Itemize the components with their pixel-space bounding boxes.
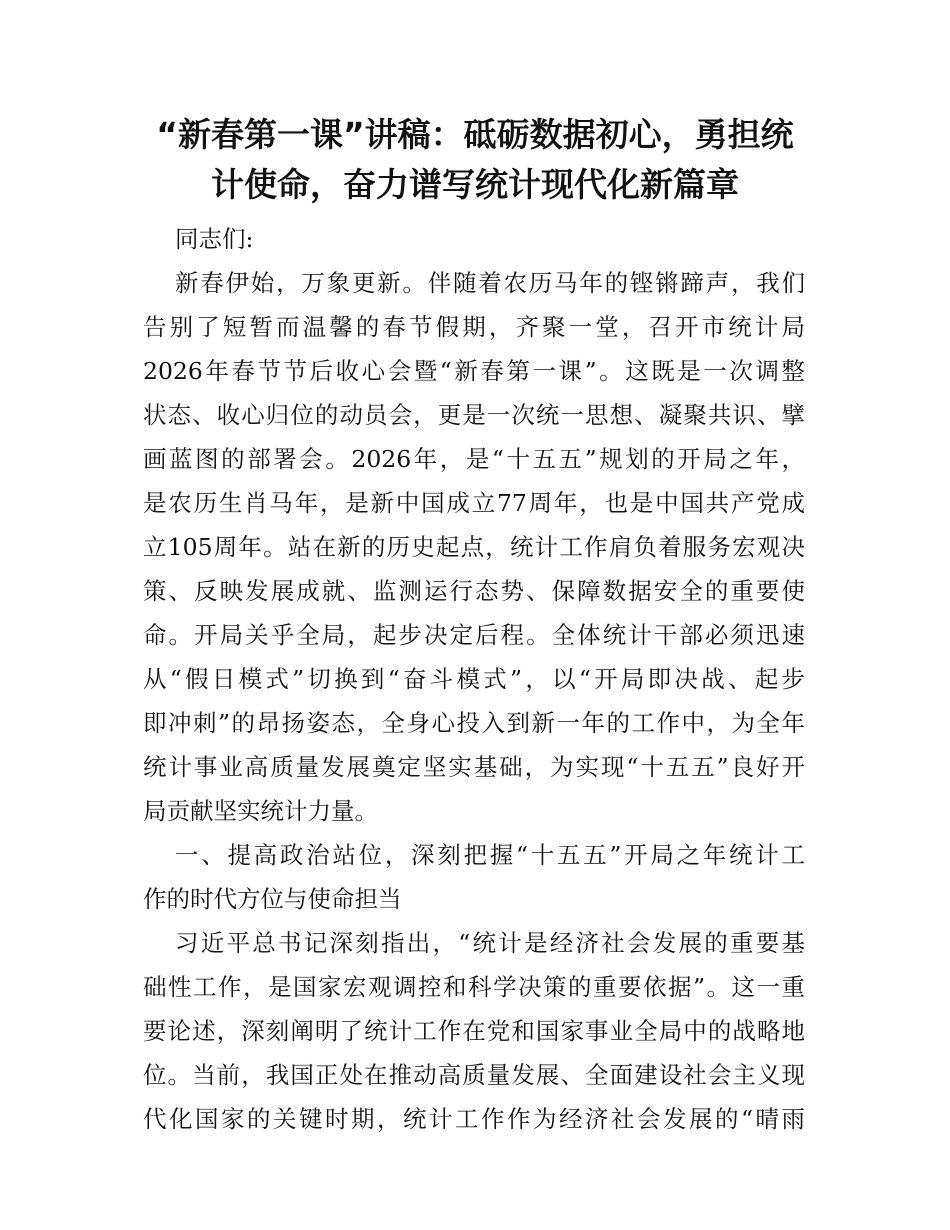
salutation: 同志们: [175,225,254,253]
text-line: 2026年春节节后收心会暨“新春第一课”。这既是一次调整 [143,357,805,385]
text-line: 是农历生肖马年，是新中国成立77周年，也是中国共产党成 [143,489,805,517]
text-line: 从“假日模式”切换到“奋斗模式”，以“开局即决战、起步 [143,665,805,693]
body-paragraph [143,921,805,1141]
document-title-line-1: “新春第一课”讲稿：砥砺数据初心，勇担统 [156,115,794,154]
paragraphs [143,261,805,1141]
text-line: 状态、收心归位的动员会，更是一次统一思想、凝聚共识、擘 [143,401,805,429]
document-title-line-2: 计使命，奋力谱写统计现代化新篇章 [211,165,739,204]
document-body [143,217,805,1141]
text-line: 命。开局关乎全局，起步决定后程。全体统计干部必须迅速 [143,621,805,649]
text-line: 要论述，深刻阐明了统计工作在党和国家事业全局中的战略地 [143,1017,805,1045]
text-line: 即冲刺”的昂扬姿态，全身心投入到新一年的工作中，为全年 [143,709,805,737]
text-line: 画蓝图的部署会。2026年，是“十五五”规划的开局之年， [143,445,805,473]
text-line: 策、反映发展成就、监测运行态势、保障数据安全的重要使 [143,577,805,605]
intro-paragraph [143,261,805,833]
text-line: 作的时代方位与使命担当 [143,885,402,913]
text-line: 新春伊始，万象更新。伴随着农历马年的铿锵蹄声，我们 [175,269,805,297]
text-line: 立105周年。站在新的历史起点，统计工作肩负着服务宏观决 [143,533,805,561]
section-heading [143,833,805,921]
text-line: 一、提高政治站位，深刻把握“十五五”开局之年统计工 [175,841,805,869]
text-line: 局贡献坚实统计力量。 [143,797,378,825]
text-line: 统计事业高质量发展奠定坚实基础，为实现“十五五”良好开 [143,753,805,781]
text-line: 础性工作，是国家宏观调控和科学决策的重要依据”。这一重 [143,973,805,1001]
text-line: 代化国家的关键时期，统计工作作为经济社会发展的“晴雨 [143,1105,805,1133]
text-line: 习近平总书记深刻指出，“统计是经济社会发展的重要基 [175,929,805,957]
text-line: 位。当前，我国正处在推动高质量发展、全面建设社会主义现 [143,1061,805,1089]
text-line: 告别了短暂而温馨的春节假期，齐聚一堂，召开市统计局 [143,313,805,341]
